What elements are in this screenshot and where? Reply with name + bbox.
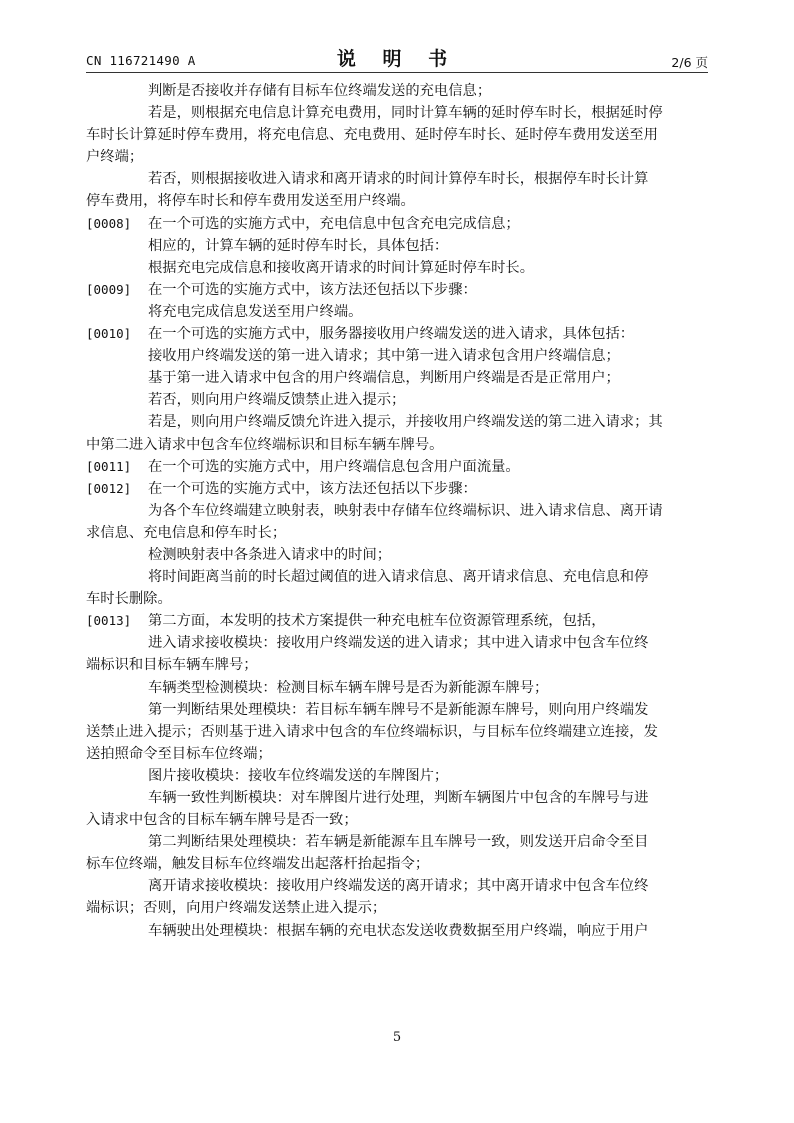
text-line <box>86 566 708 588</box>
text-line <box>86 699 708 721</box>
line-text: 判断是否接收并存储有目标车位终端发送的充电信息； <box>148 83 492 99</box>
text-line <box>86 743 708 765</box>
text-line <box>86 853 708 875</box>
paragraph-number: [0012] <box>86 480 132 496</box>
text-line <box>86 411 708 433</box>
text-line <box>86 389 708 411</box>
line-text: 接收用户终端发送的第一进入请求；其中第一进入请求包含用户终端信息； <box>148 348 620 365</box>
text-line <box>86 654 708 676</box>
text-line <box>86 765 708 787</box>
line-text: 车辆类型检测模块：检测目标车辆车牌号是否为新能源车牌号； <box>148 679 549 696</box>
line-text: 将充电完成信息发送至用户终端。 <box>148 303 363 320</box>
text-line <box>86 809 708 831</box>
line-text: 为各个车位终端建立映射表，映射表中存储车位终端标识、进入请求信息、离开请 <box>148 502 663 519</box>
line-text: 车时长计算延时停车费用，将充电信息、充电费用、延时停车时长、延时停车费用发送至用 <box>86 127 658 144</box>
text-line <box>86 323 708 345</box>
line-text: 第一判断结果处理模块：若目标车辆车牌号不是新能源车牌号，则向用户终端发 <box>148 701 649 718</box>
line-text: 若否，则向用户终端反馈禁止进入提示； <box>148 392 406 409</box>
line-text: 标车位终端，触发目标车位终端发出起落杆抬起指令； <box>86 856 430 873</box>
text-line <box>86 434 708 456</box>
line-text: 端标识；否则，向用户终端发送禁止进入提示； <box>86 900 387 917</box>
text-line <box>86 522 708 544</box>
paragraph-number: [0009] <box>86 281 132 297</box>
text-line <box>86 588 708 610</box>
line-text: 检测映射表中各条进入请求中的时间； <box>148 546 392 563</box>
text-line <box>86 146 708 168</box>
text-line <box>86 787 708 809</box>
line-text: 离开请求接收模块：接收用户终端发送的离开请求；其中离开请求中包含车位终 <box>148 878 649 895</box>
page-count: 2/6 页 <box>671 55 708 70</box>
paragraph-number: [0011] <box>86 458 132 474</box>
line-text: 中第二进入请求中包含车位终端标识和目标车辆车牌号。 <box>86 436 444 453</box>
line-text: 车辆驶出处理模块：根据车辆的充电状态发送收费数据至用户终端，响应于用户 <box>148 922 649 939</box>
line-text: 将时间距离当前的时长超过阈值的进入请求信息、离开请求信息、充电信息和停 <box>148 569 649 586</box>
line-text: 第二判断结果处理模块：若车辆是新能源车且车牌号一致，则发送开启命令至目 <box>148 834 649 851</box>
text-line <box>86 875 708 897</box>
text-line <box>86 677 708 699</box>
text-line <box>86 279 708 301</box>
text-line <box>86 831 708 853</box>
line-text: 若是，则向用户终端反馈允许进入提示，并接收用户终端发送的第二进入请求；其 <box>148 414 663 431</box>
line-text: 若是，则根据充电信息计算充电费用，同时计算车辆的延时停车时长，根据延时停 <box>148 105 663 122</box>
text-line <box>86 632 708 654</box>
line-text: 求信息、充电信息和停车时长； <box>86 524 287 541</box>
line-text: 在一个可选的实施方式中，该方法还包括以下步骤： <box>148 281 477 298</box>
document-title: 说 明 书 <box>336 48 458 70</box>
line-text: 入请求中包含的目标车辆车牌号是否一致； <box>86 812 358 829</box>
line-text: 图片接收模块：接收车位终端发送的车牌图片； <box>148 767 449 784</box>
page-number: 5 <box>392 1030 402 1045</box>
text-line <box>86 168 708 190</box>
line-text: 停车费用，将停车时长和停车费用发送至用户终端。 <box>86 193 415 210</box>
text-line <box>86 235 708 257</box>
document-number: CN 116721490 A <box>86 53 196 68</box>
paragraph-number: [0013] <box>86 613 132 629</box>
text-line <box>86 478 708 500</box>
line-text: 在一个可选的实施方式中，用户终端信息包含用户面流量。 <box>148 458 520 475</box>
text-line <box>86 213 708 235</box>
text-line <box>86 897 708 919</box>
text-line <box>86 721 708 743</box>
line-text: 送禁止进入提示；否则基于进入请求中包含的车位终端标识，与目标车位终端建立连接，发 <box>86 723 658 740</box>
line-text: 端标识和目标车辆车牌号； <box>86 657 258 674</box>
line-text: 根据充电完成信息和接收离开请求的时间计算延时停车时长。 <box>148 259 535 276</box>
text-line <box>86 345 708 367</box>
line-text: 基于第一进入请求中包含的用户终端信息，判断用户终端是否是正常用户； <box>148 370 620 387</box>
line-text: 车辆一致性判断模块：对车牌图片进行处理，判断车辆图片中包含的车牌号与进 <box>148 790 649 806</box>
text-line <box>86 124 708 146</box>
line-text: 车时长删除。 <box>86 591 172 608</box>
document-body <box>86 80 708 942</box>
line-text: 第二方面，本发明的技术方案提供一种充电桩车位资源管理系统，包括， <box>148 613 606 630</box>
paragraph-number: [0008] <box>86 215 132 231</box>
text-line <box>86 544 708 566</box>
header-divider <box>86 72 708 73</box>
text-line <box>86 500 708 522</box>
line-text: 相应的，计算车辆的延时停车时长，具体包括： <box>148 237 449 254</box>
line-text: 在一个可选的实施方式中，该方法还包括以下步骤： <box>148 480 477 497</box>
text-line <box>86 367 708 389</box>
text-line <box>86 257 708 279</box>
line-text: 若否，则根据接收进入请求和离开请求的时间计算停车时长，根据停车时长计算 <box>148 171 649 188</box>
text-line <box>86 80 708 102</box>
text-line <box>86 920 708 942</box>
text-line <box>86 301 708 323</box>
text-line <box>86 456 708 478</box>
line-text: 在一个可选的实施方式中，充电信息中包含充电完成信息； <box>148 215 520 232</box>
text-line <box>86 610 708 632</box>
text-line <box>86 190 708 212</box>
page-header <box>86 44 708 74</box>
line-text: 进入请求接收模块：接收用户终端发送的进入请求；其中进入请求中包含车位终 <box>148 635 649 652</box>
line-text: 户终端； <box>86 149 144 166</box>
line-text: 送拍照命令至目标车位终端； <box>86 745 272 762</box>
text-line <box>86 102 708 124</box>
paragraph-number: [0010] <box>86 326 132 342</box>
line-text: 在一个可选的实施方式中，服务器接收用户终端发送的进入请求，具体包括： <box>148 326 635 343</box>
